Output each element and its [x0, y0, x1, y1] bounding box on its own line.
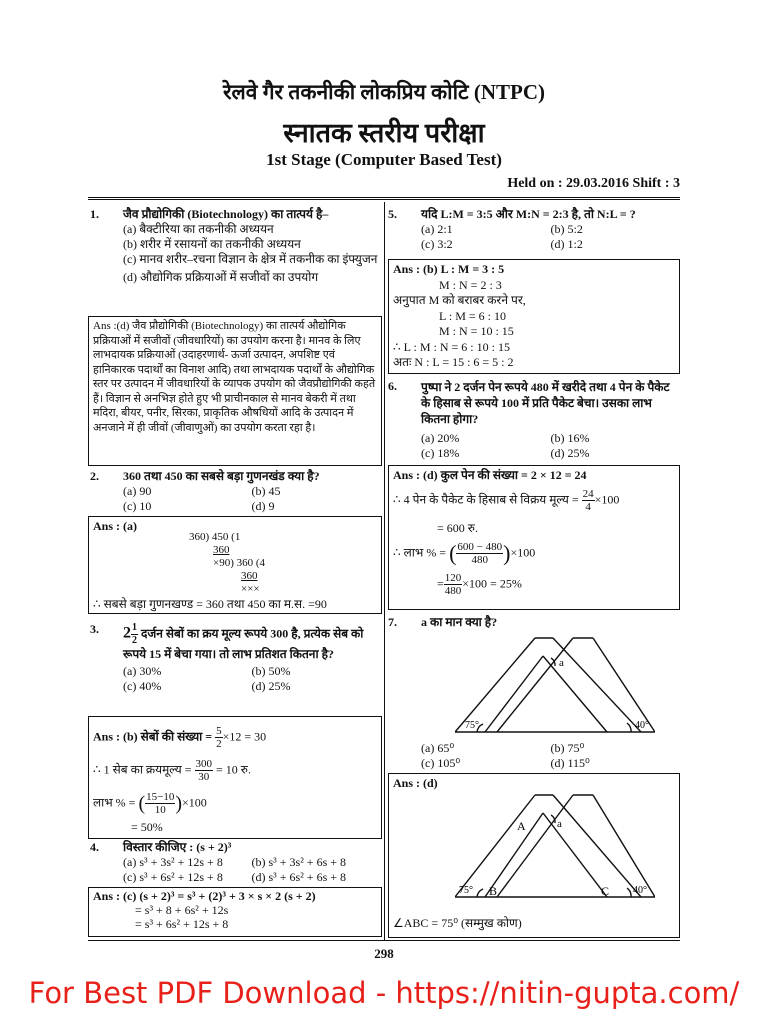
option: (b) 16% [550, 431, 590, 445]
answer-box-6 [388, 465, 680, 610]
answer-line: = 50% [131, 820, 163, 834]
angle-label-40: 40° [633, 885, 647, 896]
question-1 [90, 207, 380, 285]
exam-level-title: स्नातक स्तरीय परीक्षा [283, 118, 485, 148]
mixed-whole: 2 [123, 624, 131, 642]
question-number: 1. [90, 207, 99, 221]
answer-line: Ans : (b) सेबों की संख्या = $\frac{5}{2}$ ×12 = 30 [93, 725, 267, 750]
option: (d) औद्योगिक प्रक्रियाओं में सजीवों का उपयोग [123, 270, 319, 284]
answer-box-2 [88, 516, 382, 614]
angle-label-75: 75° [465, 720, 479, 731]
division-line: 360) 450 (1 [189, 531, 241, 543]
option: (a) 20% [421, 431, 460, 445]
option: (b) 45 [251, 484, 281, 498]
answer-line: ∴ L : M : N = 6 : 10 : 15 [393, 339, 510, 354]
angle-label-a: a [559, 657, 564, 669]
option: (a) s³ + 3s² + 12s + 8 [123, 855, 223, 869]
question-number: 6. [388, 379, 397, 393]
option: (d) 1:2 [550, 237, 583, 251]
question-text: पुष्पा ने 2 दर्जन पेन रूपये 480 में खरीदे तथा 4 पेन के पैकेट के हिसाब से रूपये 100 में प्रति पैकेट बेचा। उसका लाभ कितना होगा? [421, 380, 670, 426]
option: (b) 50% [251, 664, 291, 678]
bottom-divider [88, 940, 680, 941]
option: (c) 10 [123, 499, 152, 513]
answer-line: = s³ + 6s² + 12s + 8 [135, 917, 229, 931]
answer-line: Ans : (b) L : M = 3 : 5 [393, 262, 505, 276]
answer-line: = $\frac{120}{480}$ ×100 = 25% [437, 572, 522, 597]
question-text: जैव प्रौद्योगिकी (Biotechnology) का तात्पर्य है– [123, 207, 329, 221]
answer-label: Ans : (a) [93, 519, 137, 533]
option: (a) 90 [123, 484, 152, 498]
answer-label: Ans : (d) [393, 776, 438, 790]
answer-box-3 [88, 716, 382, 839]
option: (b) s³ + 3s² + 6s + 8 [251, 855, 346, 869]
question-text: यदि L:M = 3:5 और M:N = 2:3 है, तो N:L = ? [421, 207, 636, 221]
option: (d) 115⁰ [550, 756, 590, 770]
division-line: 360 [241, 570, 258, 582]
exam-stage-title: 1st Stage (Computer Based Test) [266, 150, 502, 169]
question-text: 360 तथा 450 का सबसे बड़ा गुणनखंड क्या है? [123, 469, 320, 483]
long-division [189, 531, 265, 596]
vertex-label-C: C [601, 884, 610, 898]
angle-label-a: a [557, 818, 562, 830]
held-on-date: Held on : 29.03.2016 Shift : 3 [507, 176, 680, 191]
answer-line: ∴ 4 पेन के पैकेट के हिसाब से विक्रय मूल्य = $\frac{24}{4}$ ×100 [393, 488, 620, 513]
answer-line: = 600 रु. [437, 521, 478, 535]
option: (b) शरीर में रसायनों का तकनीकी अध्ययन [123, 237, 301, 251]
answer-box-4 [88, 887, 382, 937]
question-number: 5. [388, 207, 397, 221]
vertex-label-A: A [517, 819, 526, 833]
question-text: विस्तार कीजिए : (s + 2)³ [123, 840, 232, 854]
division-line: ××× [241, 583, 260, 595]
option: (d) 25% [251, 679, 291, 693]
answer-line: ∴ लाभ % = ( $\frac{600 - 480}{480}$ )×100 [393, 540, 536, 566]
question-number: 7. [388, 615, 397, 629]
question-text-body: दर्जन सेबों का क्रय मूल्य रूपये 300 है, प्रत्येक सेब को रूपये 15 में बेचा गया। तो लाभ प्रतिशत कितना है? [123, 626, 364, 661]
answer-text: Ans :(d) जैव प्रौद्योगिकी (Biotechnology) का तात्पर्य औद्योगिक प्रक्रियाओं में सजीवों (जीवधारियों) का उपयोग करना है। मानव के लिए लाभदायक प्रक्रियाओं (उदाहरणार्थ- ऊर्जा उत्पादन, अपशिष्ट एवं हानिकारक पदार्थों का विनाश आदि) तथा लाभदायक पदार्थों के औद्योगिक स्तर पर उत्पादन में जीवधारियों के व्यापक उपयोग को जैवप्रौद्योगिकी कहते हैं। विज्ञान से अनभिज्ञ होते हुए भी प्राचीनकाल से मानव बेकरी में तथा मदिरा, बीयर, पनीर, सिरका, प्राकृतिक औषधियों आदि के उत्पादन में अनजाने में ही जीवों (जीवाणुओं) का उपयोग करता रहा है। [93, 320, 376, 434]
option: (c) 18% [421, 446, 460, 460]
division-line: 360 [213, 544, 230, 556]
answer-box-1 [88, 316, 382, 466]
option: (c) 105⁰ [421, 756, 461, 770]
page-number: 298 [374, 946, 394, 961]
answer-line: ∴ 1 सेब का क्रयमूल्य = $\frac{300}{30}$ = 10 रु. [93, 758, 251, 783]
answer-line: Ans : (d) कुल पेन की संख्या = 2 × 12 = 24 [393, 468, 587, 482]
option: (c) s³ + 6s² + 12s + 8 [123, 870, 223, 884]
question-number: 3. [90, 622, 99, 636]
answer-line: ∠ABC = 75⁰ (सम्मुख कोण) [393, 916, 522, 930]
question-5 [388, 207, 680, 252]
division-line: ×90) 360 (4 [213, 557, 266, 569]
option: (d) 9 [251, 499, 275, 513]
question-number: 4. [90, 840, 99, 854]
answer-triangles-figure [455, 785, 655, 905]
angle-label-40: 40° [635, 720, 649, 731]
question-text: a का मान क्या है? [421, 615, 498, 629]
option: (a) 30% [123, 664, 162, 678]
option: (c) मानव शरीर–रचना विज्ञान के क्षेत्र में तकनीक का इंफ्युजन [123, 252, 378, 266]
option: (c) 3:2 [421, 237, 453, 251]
option: (c) 40% [123, 679, 162, 693]
option: (d) 25% [550, 446, 590, 460]
angle-label-75: 75° [459, 885, 473, 896]
question-6 [388, 379, 680, 461]
question-number: 2. [90, 469, 99, 483]
answer-line: M : N = 10 : 15 [439, 324, 514, 338]
answer-line: ∴ सबसे बड़ा गुणनखण्ड = 360 तथा 450 का म.स. =90 [93, 597, 327, 611]
option: (a) 2:1 [421, 222, 453, 236]
answer-box-5 [388, 259, 680, 374]
question-3 [90, 622, 380, 694]
answer-line: अतः N : L = 15 : 6 = 5 : 2 [393, 355, 514, 369]
option: (a) 65⁰ [421, 741, 455, 755]
question-text [123, 622, 380, 662]
question-2 [90, 469, 380, 514]
option: (a) बैक्टीरिया का तकनीकी अध्ययन [123, 222, 274, 236]
option: (d) s³ + 6s² + 6s + 8 [251, 870, 346, 884]
question-4 [90, 840, 380, 885]
overlapping-triangles-figure [455, 628, 655, 740]
option: (b) 75⁰ [550, 741, 585, 755]
answer-line: अनुपात M को बराबर करने पर, [393, 293, 526, 307]
column-divider [384, 202, 385, 940]
answer-line: Ans : (c) (s + 2)³ = s³ + (2)³ + 3 × s × 2 (s + 2) [93, 889, 316, 903]
top-divider [88, 197, 680, 200]
exam-title-hindi: रेलवे गैर तकनीकी लोकप्रिय कोटि (NTPC) [222, 80, 546, 104]
answer-line: M : N = 2 : 3 [439, 277, 502, 292]
question-7-options [388, 741, 680, 771]
mixed-fraction: $\frac{1}{2}$ [132, 622, 137, 646]
answer-line: लाभ % = ( $\frac{15-10}{10}$ )×100 [93, 791, 207, 816]
answer-line: L : M = 6 : 10 [439, 308, 506, 323]
vertex-label-B: B [489, 884, 498, 898]
download-footer-link[interactable]: For Best PDF Download - https://nitin-gupta.com/ [28, 976, 740, 1010]
answer-line: = s³ + 8 + 6s² + 12s [135, 903, 229, 917]
option: (b) 5:2 [550, 222, 583, 236]
